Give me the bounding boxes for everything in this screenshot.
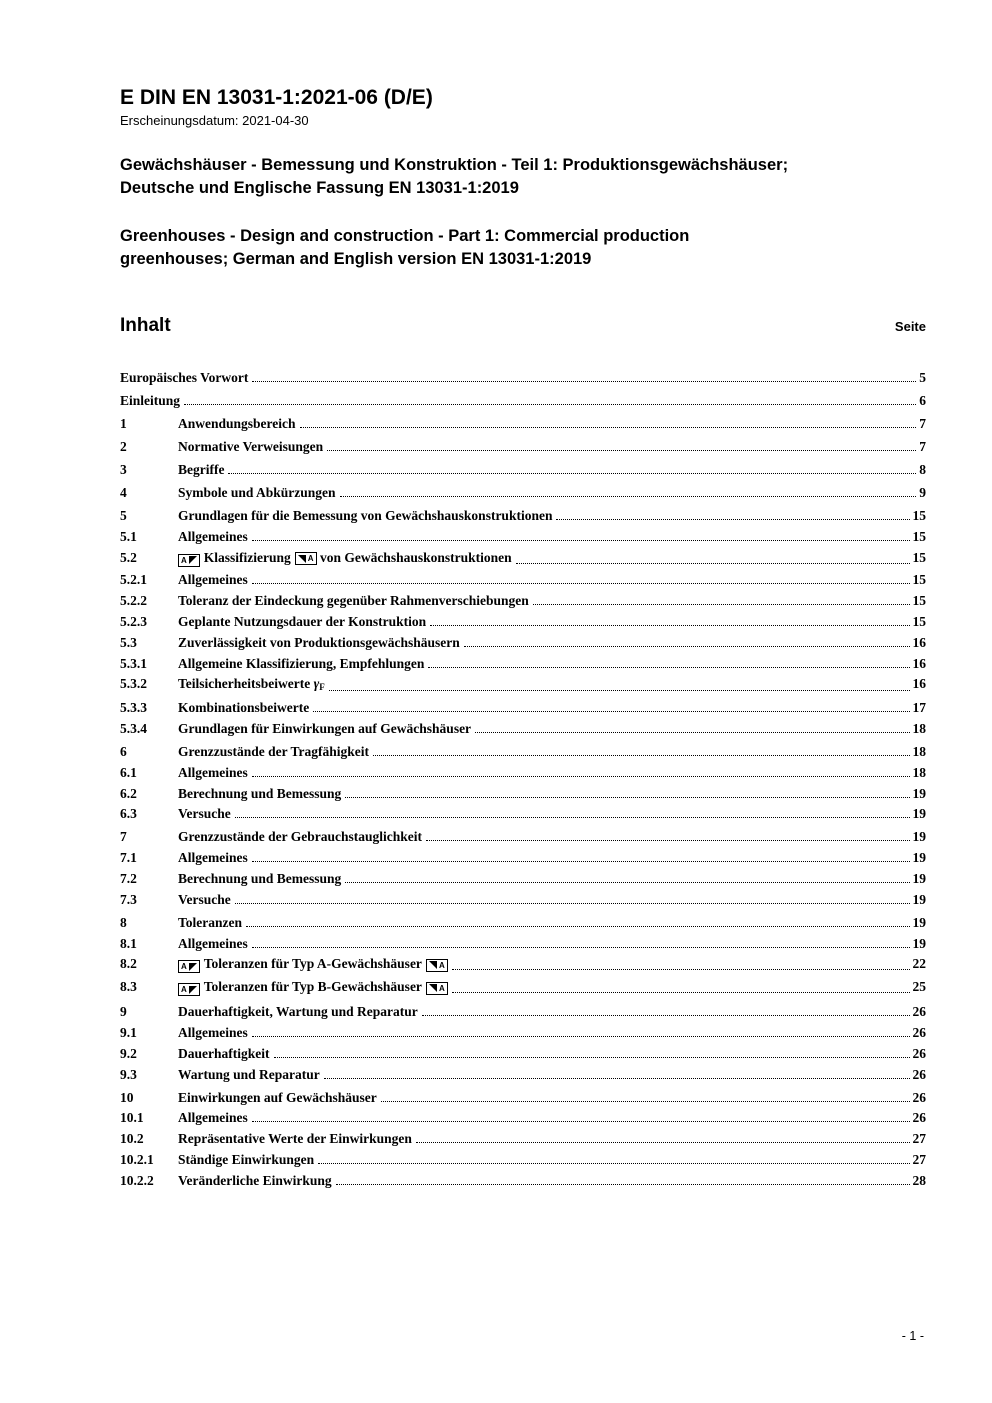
dot-leader bbox=[300, 427, 917, 428]
document-title-english-line1: Greenhouses - Design and construction - Part 1: Commercial production bbox=[120, 227, 690, 245]
toc-entry-number: 6 bbox=[120, 743, 127, 759]
toc-group bbox=[120, 486, 926, 500]
dot-leader bbox=[430, 625, 909, 626]
toc-entry-number: 5.3.3 bbox=[120, 700, 147, 716]
toc-entry-page: 25 bbox=[912, 979, 926, 995]
toc-entry-title: Grenzzustände der Tragfähigkeit bbox=[178, 743, 369, 759]
toc-entry-title: Dauerhaftigkeit bbox=[178, 1045, 270, 1061]
toc-entry-title: Veränderliche Einwirkung bbox=[178, 1172, 332, 1188]
dot-leader bbox=[327, 450, 916, 451]
toc-entry bbox=[120, 937, 926, 951]
toc-entry-page: 27 bbox=[912, 1131, 926, 1147]
toc-entry bbox=[120, 1026, 926, 1040]
toc-entry-page: 17 bbox=[912, 700, 926, 716]
toc-entry-number: 8.1 bbox=[120, 935, 137, 951]
toc-entry-title: Allgemeines bbox=[178, 1024, 248, 1040]
toc-entry-title: Versuche bbox=[178, 806, 231, 822]
toc-entry-title: Kombinationsbeiwerte bbox=[178, 700, 310, 716]
toc-group bbox=[120, 371, 926, 385]
toc-list bbox=[120, 371, 926, 1188]
toc-entry-title: Begriffe bbox=[178, 462, 225, 477]
toc-entry-number: 5.2 bbox=[120, 549, 137, 565]
toc-entry bbox=[120, 787, 926, 801]
toc-entry bbox=[120, 916, 926, 930]
toc-entry-page: 16 bbox=[912, 655, 926, 671]
toc-entry-page: 19 bbox=[912, 891, 926, 907]
toc-entry bbox=[120, 486, 926, 500]
toc-entry-title: Allgemeines bbox=[178, 935, 248, 951]
toc-entry-title: Allgemeines bbox=[178, 572, 248, 588]
dot-leader bbox=[252, 381, 916, 382]
toc-entry-page: 19 bbox=[912, 785, 926, 801]
toc-entry-title: A Klassifizierung A von Gewächshauskonstruktionen bbox=[178, 551, 512, 567]
toc-entry-page: 15 bbox=[912, 593, 926, 609]
dot-leader bbox=[340, 496, 917, 497]
toc-entry bbox=[120, 766, 926, 780]
dot-leader bbox=[252, 1121, 910, 1122]
dot-leader bbox=[235, 817, 910, 818]
toc-entry-page: 26 bbox=[912, 1110, 926, 1126]
dot-leader bbox=[464, 646, 910, 647]
toc-entry-number: 5.2.2 bbox=[120, 593, 147, 609]
document-title-english bbox=[120, 225, 926, 271]
dot-leader bbox=[416, 1142, 910, 1143]
change-marker-open-icon: A bbox=[178, 960, 200, 973]
toc-entry bbox=[120, 677, 926, 694]
toc-entry-page: 9 bbox=[919, 485, 926, 500]
toc-group bbox=[120, 394, 926, 408]
toc-entry-number: 5.1 bbox=[120, 528, 137, 544]
dot-leader bbox=[252, 776, 910, 777]
toc-entry-page: 19 bbox=[912, 870, 926, 886]
toc-entry-title: Grundlagen für die Bemessung von Gewächshauskonstruktionen bbox=[178, 508, 553, 523]
toc-entry-title: Normative Verweisungen bbox=[178, 439, 324, 454]
toc-entry-page: 7 bbox=[919, 416, 926, 431]
toc-entry-title: Repräsentative Werte der Einwirkungen bbox=[178, 1131, 412, 1147]
toc-entry-page: 26 bbox=[912, 1024, 926, 1040]
toc-entry bbox=[120, 509, 926, 523]
toc-entry bbox=[120, 872, 926, 886]
toc-page-column-label: Seite bbox=[894, 319, 926, 334]
toc-entry-page: 26 bbox=[912, 1089, 926, 1105]
toc-entry-number: 5.3.2 bbox=[120, 676, 147, 692]
toc-entry-number: 5 bbox=[120, 508, 127, 523]
toc-entry-title: Zuverlässigkeit von Produktionsgewächshäusern bbox=[178, 634, 460, 650]
dot-leader bbox=[373, 755, 910, 756]
toc-entry-title: A Toleranzen für Typ B-Gewächshäuser A bbox=[178, 980, 448, 996]
toc-entry bbox=[120, 1091, 926, 1105]
dot-leader bbox=[533, 604, 910, 605]
dot-leader bbox=[252, 583, 910, 584]
toc-group bbox=[120, 417, 926, 431]
toc-entry-number: 3 bbox=[120, 462, 127, 477]
toc-entry bbox=[120, 745, 926, 759]
toc-entry-page: 19 bbox=[912, 829, 926, 845]
toc-entry-page: 16 bbox=[912, 676, 926, 692]
toc-entry-title: Toleranzen bbox=[178, 914, 242, 930]
toc-entry bbox=[120, 551, 926, 567]
toc-entry-number: 10.2.1 bbox=[120, 1151, 154, 1167]
dot-leader bbox=[313, 711, 909, 712]
toc-entry-title: Symbole und Abkürzungen bbox=[178, 485, 336, 500]
document-title-german-line1: Gewächshäuser - Bemessung und Konstruktion - Teil 1: Produktionsgewächshäuser; bbox=[120, 156, 789, 174]
change-marker-close-icon: A bbox=[295, 552, 317, 565]
dot-leader bbox=[345, 797, 909, 798]
toc-entry-number: 2 bbox=[120, 439, 127, 454]
toc-entry-title: Allgemeines bbox=[178, 764, 248, 780]
toc-entry-page: 18 bbox=[912, 720, 926, 736]
toc-entry bbox=[120, 394, 926, 408]
toc-entry-page: 5 bbox=[919, 370, 926, 385]
toc-entry bbox=[120, 417, 926, 431]
dot-leader bbox=[318, 1163, 909, 1164]
toc-entry-title: Allgemeines bbox=[178, 528, 248, 544]
toc-entry-title: Grenzzustände der Gebrauchstauglichkeit bbox=[178, 829, 423, 845]
toc-entry-title: Einwirkungen auf Gewächshäuser bbox=[178, 1089, 377, 1105]
toc-entry bbox=[120, 980, 926, 996]
toc-entry bbox=[120, 530, 926, 544]
toc-entry-number: 7 bbox=[120, 829, 127, 845]
toc-entry bbox=[120, 830, 926, 844]
toc-entry-title: Wartung und Reparatur bbox=[178, 1066, 320, 1082]
toc-entry bbox=[120, 1047, 926, 1061]
toc-entry bbox=[120, 1111, 926, 1125]
toc-entry bbox=[120, 722, 926, 736]
toc-entry bbox=[120, 1174, 926, 1188]
toc-entry-page: 7 bbox=[919, 439, 926, 454]
toc-group bbox=[120, 1091, 926, 1188]
toc-entry-page: 8 bbox=[919, 462, 926, 477]
toc-group bbox=[120, 509, 926, 736]
toc-entry bbox=[120, 615, 926, 629]
toc-entry-title: Geplante Nutzungsdauer der Konstruktion bbox=[178, 613, 427, 629]
document-title-german-line2: Deutsche und Englische Fassung EN 13031-1:2019 bbox=[120, 179, 519, 197]
toc-entry-number: 10.1 bbox=[120, 1110, 144, 1126]
toc-entry bbox=[120, 440, 926, 454]
toc-entry-page: 15 bbox=[912, 528, 926, 544]
toc-entry-page: 16 bbox=[912, 634, 926, 650]
toc-entry-page: 15 bbox=[912, 613, 926, 629]
toc-entry-page: 15 bbox=[912, 508, 926, 523]
toc-entry-page: 22 bbox=[912, 956, 926, 972]
toc-entry bbox=[120, 893, 926, 907]
toc-entry-title: Versuche bbox=[178, 891, 231, 907]
toc-entry-title: Allgemeines bbox=[178, 850, 248, 866]
toc-entry-title: Ständige Einwirkungen bbox=[178, 1151, 315, 1167]
toc-entry-title: Berechnung und Bemessung bbox=[178, 785, 342, 801]
toc-entry-number: 5.2.1 bbox=[120, 572, 147, 588]
toc-entry-page: 6 bbox=[919, 393, 926, 408]
toc-entry-page: 18 bbox=[912, 743, 926, 759]
toc-entry-number: 8.2 bbox=[120, 956, 137, 972]
toc-entry-number: 5.3.1 bbox=[120, 655, 147, 671]
toc-entry-page: 15 bbox=[912, 549, 926, 565]
toc-entry bbox=[120, 1132, 926, 1146]
dot-leader bbox=[452, 969, 910, 970]
toc-entry-number: 8.3 bbox=[120, 979, 137, 995]
toc-entry-number: 5.3.4 bbox=[120, 720, 147, 736]
toc-entry-title: Dauerhaftigkeit, Wartung und Reparatur bbox=[178, 1004, 418, 1020]
document-number: E DIN EN 13031-1:2021-06 (D/E) bbox=[120, 86, 433, 109]
toc-entry-number: 7.2 bbox=[120, 870, 137, 886]
toc-entry bbox=[120, 1068, 926, 1082]
toc-entry-page: 26 bbox=[912, 1045, 926, 1061]
dot-leader bbox=[422, 1015, 910, 1016]
toc-entry-number: 10.2.2 bbox=[120, 1172, 154, 1188]
dot-leader bbox=[381, 1101, 910, 1102]
toc-entry-page: 19 bbox=[912, 914, 926, 930]
toc-entry-title: Europäisches Vorwort bbox=[120, 370, 249, 385]
dot-leader bbox=[184, 404, 916, 405]
toc-group bbox=[120, 1005, 926, 1081]
toc-entry-page: 27 bbox=[912, 1151, 926, 1167]
dot-leader bbox=[246, 926, 910, 927]
change-marker-open-icon: A bbox=[178, 554, 200, 567]
toc-entry bbox=[120, 636, 926, 650]
toc-entry-number: 10.2 bbox=[120, 1131, 144, 1147]
toc-entry-page: 26 bbox=[912, 1004, 926, 1020]
toc-entry-number: 5.2.3 bbox=[120, 613, 147, 629]
change-marker-close-icon: A bbox=[426, 959, 448, 972]
dot-leader bbox=[428, 667, 909, 668]
toc-group bbox=[120, 463, 926, 477]
dot-leader bbox=[329, 690, 910, 691]
toc-entry-number: 6.2 bbox=[120, 785, 137, 801]
toc-entry-page: 15 bbox=[912, 572, 926, 588]
toc-entry-number: 4 bbox=[120, 485, 127, 500]
toc-entry-title: Allgemeines bbox=[178, 1110, 248, 1126]
toc-entry bbox=[120, 573, 926, 587]
toc-entry-number: 9 bbox=[120, 1004, 127, 1020]
toc-entry-title: Einleitung bbox=[120, 393, 181, 408]
dot-leader bbox=[426, 840, 909, 841]
dot-leader bbox=[252, 540, 910, 541]
dot-leader bbox=[475, 732, 909, 733]
toc-entry bbox=[120, 851, 926, 865]
toc-entry-title: A Toleranzen für Typ A-Gewächshäuser A bbox=[178, 957, 448, 973]
toc-entry-page: 18 bbox=[912, 764, 926, 780]
toc-entry bbox=[120, 1153, 926, 1167]
dot-leader bbox=[252, 861, 910, 862]
toc-entry bbox=[120, 957, 926, 973]
toc-entry-title: Berechnung und Bemessung bbox=[178, 870, 342, 886]
change-marker-open-icon: A bbox=[178, 983, 200, 996]
dot-leader bbox=[324, 1078, 910, 1079]
dot-leader bbox=[516, 563, 910, 564]
toc-entry bbox=[120, 807, 926, 821]
dot-leader bbox=[235, 903, 910, 904]
toc-entry-number: 6.3 bbox=[120, 806, 137, 822]
dot-leader bbox=[252, 947, 910, 948]
toc-entry bbox=[120, 594, 926, 608]
dot-leader bbox=[336, 1184, 910, 1185]
toc-group bbox=[120, 745, 926, 821]
toc-entry-title: Toleranz der Eindeckung gegenüber Rahmenverschiebungen bbox=[178, 593, 529, 609]
toc-entry bbox=[120, 657, 926, 671]
toc-entry bbox=[120, 1005, 926, 1019]
toc-entry-number: 9.2 bbox=[120, 1045, 137, 1061]
toc-group bbox=[120, 830, 926, 906]
toc-entry-title: Anwendungsbereich bbox=[178, 416, 296, 431]
dot-leader bbox=[228, 473, 916, 474]
toc-entry-number: 1 bbox=[120, 416, 127, 431]
dot-leader bbox=[556, 519, 909, 520]
dot-leader bbox=[452, 992, 910, 993]
toc-entry-number: 9.1 bbox=[120, 1024, 137, 1040]
toc-header bbox=[120, 315, 926, 337]
dot-leader bbox=[274, 1057, 910, 1058]
toc-entry-number: 7.3 bbox=[120, 891, 137, 907]
toc-entry bbox=[120, 371, 926, 385]
toc-entry-number: 6.1 bbox=[120, 764, 137, 780]
toc-entry bbox=[120, 701, 926, 715]
toc-entry-page: 19 bbox=[912, 850, 926, 866]
document-title-english-line2: greenhouses; German and English version EN 13031-1:2019 bbox=[120, 250, 592, 268]
toc-entry-number: 10 bbox=[120, 1089, 134, 1105]
footer-page-number: - 1 - bbox=[901, 1329, 924, 1343]
toc-entry-number: 7.1 bbox=[120, 850, 137, 866]
toc-entry-title: Allgemeine Klassifizierung, Empfehlungen bbox=[178, 655, 425, 671]
dot-leader bbox=[345, 882, 909, 883]
document-title-german bbox=[120, 154, 926, 200]
toc-entry-number: 5.3 bbox=[120, 634, 137, 650]
toc-entry-page: 26 bbox=[912, 1066, 926, 1082]
toc-group bbox=[120, 440, 926, 454]
toc-entry-number: 8 bbox=[120, 914, 127, 930]
toc-entry-page: 19 bbox=[912, 806, 926, 822]
publication-date: Erscheinungsdatum: 2021-04-30 bbox=[120, 113, 309, 128]
toc-entry bbox=[120, 463, 926, 477]
toc-entry-number: 9.3 bbox=[120, 1066, 137, 1082]
dot-leader bbox=[252, 1036, 910, 1037]
toc-entry-page: 28 bbox=[912, 1172, 926, 1188]
toc-entry-title: Grundlagen für Einwirkungen auf Gewächshäuser bbox=[178, 720, 472, 736]
toc-entry-page: 19 bbox=[912, 935, 926, 951]
change-marker-close-icon: A bbox=[426, 982, 448, 995]
toc-entry-title: Teilsicherheitsbeiwerte $\gamma_F$ bbox=[178, 676, 325, 693]
toc-group bbox=[120, 916, 926, 996]
toc-heading: Inhalt bbox=[120, 315, 171, 336]
